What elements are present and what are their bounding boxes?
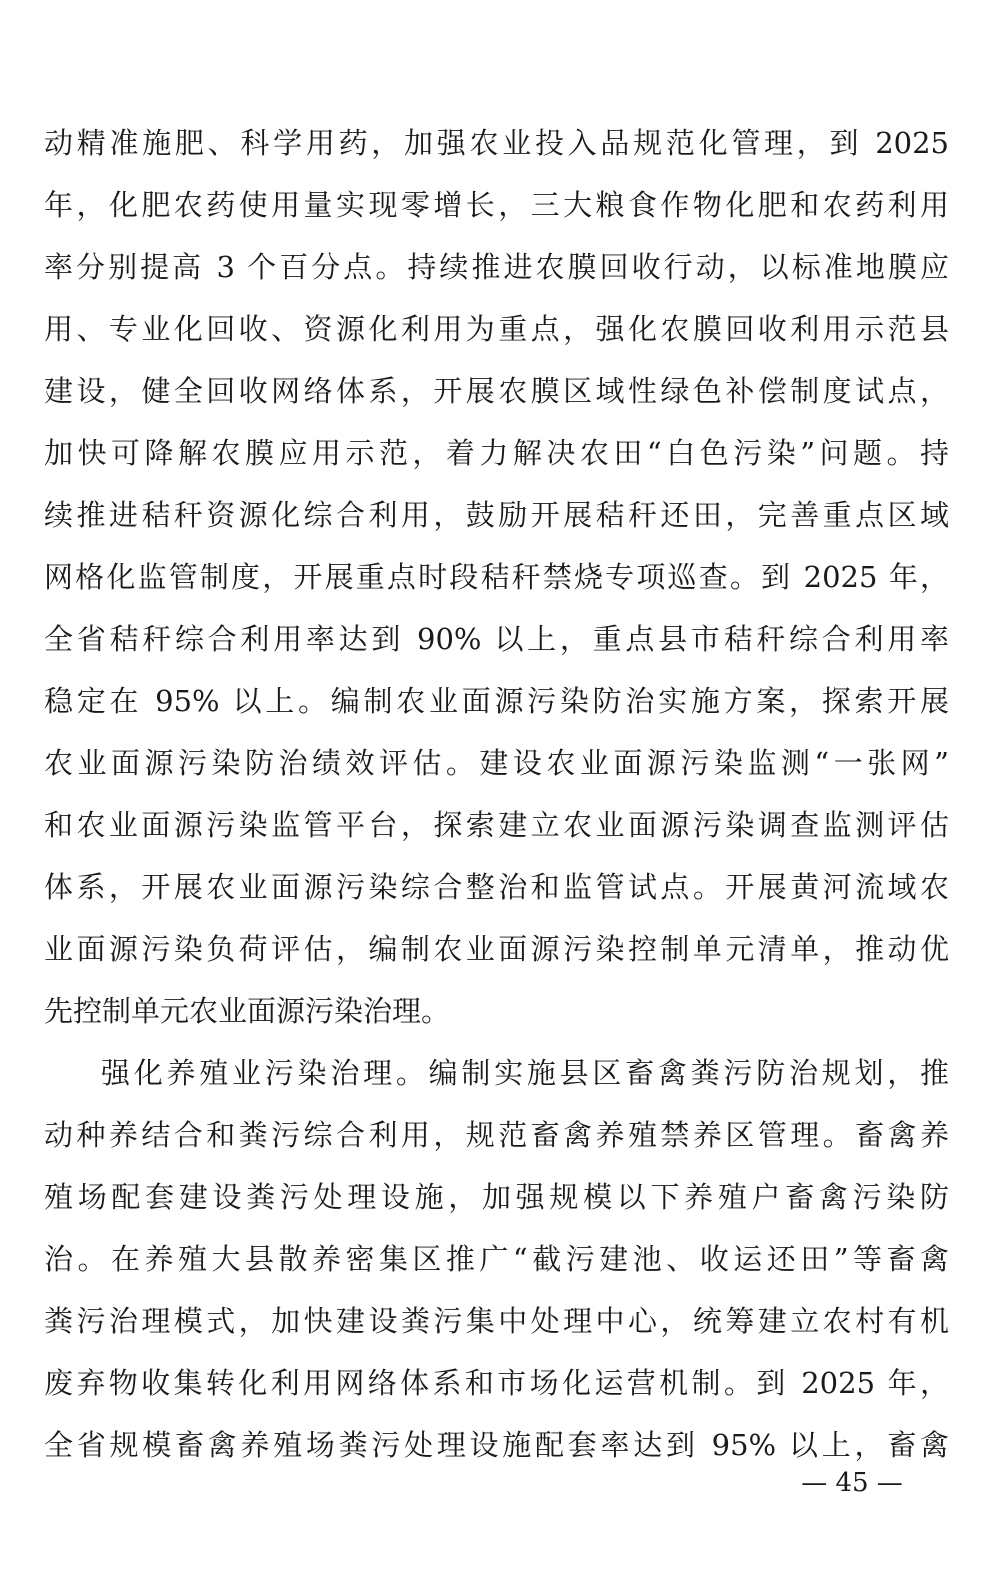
paragraph-end-line: 先控制单元农业面源污染治理。 [44,994,451,1028]
text-line: 用、专业化回收、资源化利用为重点，强化农膜回收利用示范县 [44,312,949,346]
text-line: 续推进秸秆资源化综合利用，鼓励开展秸秆还田，完善重点区域 [44,498,949,532]
text-line: 废弃物收集转化利用网络体系和市场化运营机制。到 2025 年， [44,1366,949,1400]
text-line: 治。在养殖大县散养密集区推广“截污建池、收运还田”等畜禽 [44,1242,949,1276]
text-line: 加快可降解农膜应用示范，着力解决农田“白色污染”问题。持 [44,436,949,470]
text-line: 农业面源污染防治绩效评估。建设农业面源污染监测“一张网” [44,746,949,780]
text-line: 稳定在 95% 以上。编制农业面源污染防治实施方案，探索开展 [44,684,949,718]
text-line: 动种养结合和粪污综合利用，规范畜禽养殖禁养区管理。畜禽养 [44,1118,949,1152]
text-line: 年，化肥农药使用量实现零增长，三大粮食作物化肥和农药利用 [44,188,949,222]
text-line: 率分别提高 3 个百分点。持续推进农膜回收行动，以标准地膜应 [44,250,949,284]
text-line: 粪污治理模式，加快建设粪污集中处理中心，统筹建立农村有机 [44,1304,949,1338]
text-line: 和农业面源污染监管平台，探索建立农业面源污染调查监测评估 [44,808,949,842]
text-line: 业面源污染负荷评估，编制农业面源污染控制单元清单，推动优 [44,932,949,966]
text-line: 全省规模畜禽养殖场粪污处理设施配套率达到 95% 以上，畜禽 [44,1428,949,1462]
text-line: 网格化监管制度，开展重点时段秸秆禁烧专项巡查。到 2025 年， [44,560,949,594]
text-line: 建设，健全回收网络体系，开展农膜区域性绿色补偿制度试点， [44,374,949,408]
text-line: 体系，开展农业面源污染综合整治和监管试点。开展黄河流域农 [44,870,949,904]
text-line: 动精准施肥、科学用药，加强农业投入品规范化管理，到 2025 [44,126,949,160]
text-line: 全省秸秆综合利用率达到 90% 以上，重点县市秸秆综合利用率 [44,622,949,656]
page-number: — 45 — [801,1468,903,1498]
text-line: 殖场配套建设粪污处理设施，加强规模以下养殖户畜禽污染防 [44,1180,949,1214]
paragraph-first-line: 强化养殖业污染治理。编制实施县区畜禽粪污防治规划，推 [101,1056,949,1090]
